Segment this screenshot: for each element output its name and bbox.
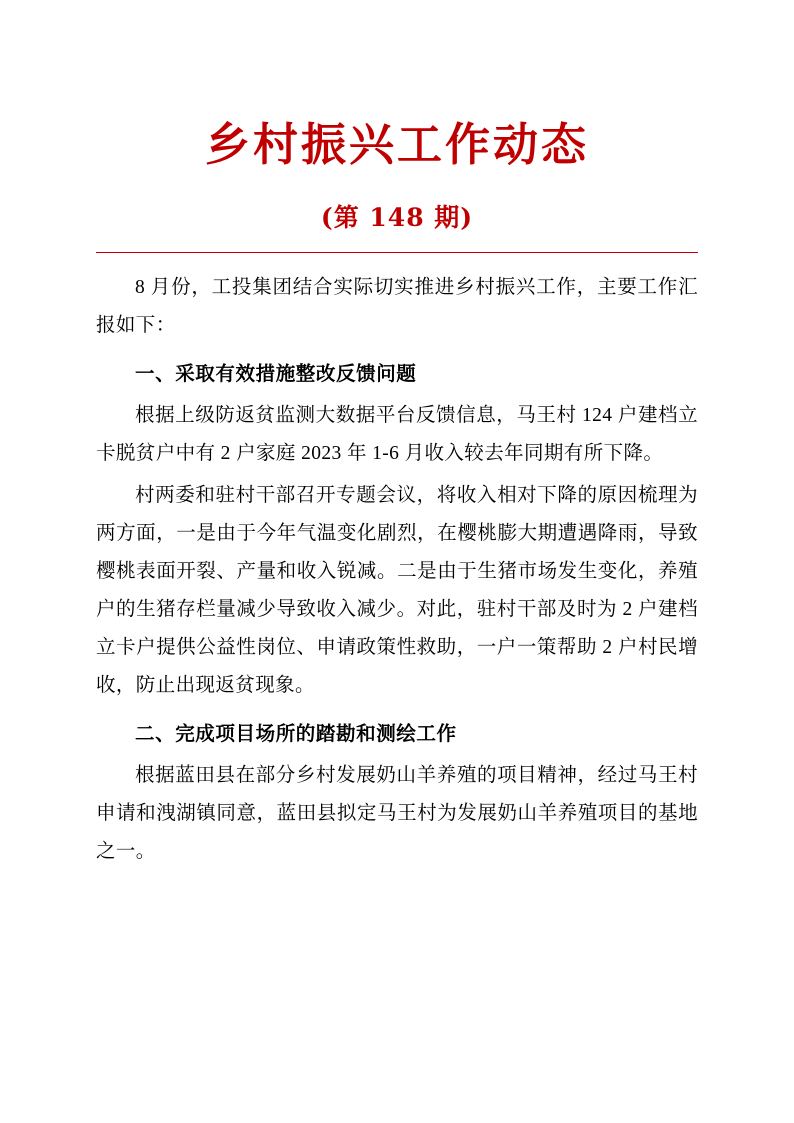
section-heading-1: 一、采取有效措施整改反馈问题 xyxy=(135,362,417,386)
paragraph: 8 月份，工投集团结合实际切实推进乡村振兴工作，主要工作汇报如下： xyxy=(96,277,698,337)
title-divider xyxy=(96,252,698,253)
document-body xyxy=(96,269,698,871)
paragraph: 根据上级防返贫监测大数据平台反馈信息，马王村 124 户建档立卡脱贫户中有 2 户家庭 2023 年 1-6 月收入较去年同期有所下降。 xyxy=(96,405,698,465)
document-issue-number: (第 148 期) xyxy=(320,203,474,232)
section-heading-2: 二、完成项目场所的踏勘和测绘工作 xyxy=(135,722,457,746)
document-title: 乡村振兴工作动态 xyxy=(204,118,589,171)
paragraph: 根据蓝田县在部分乡村发展奶山羊养殖的项目精神，经过马王村申请和洩湖镇同意，蓝田县拟定马王村为发展奶山羊养殖项目的基地之一。 xyxy=(96,765,698,863)
paragraph: 村两委和驻村干部召开专题会议，将收入相对下降的原因梳理为两方面，一是由于今年气温变化剧烈，在樱桃膨大期遭遇降雨，导致樱桃表面开裂、产量和收入锐减。二是由于生猪市场发生变化，养殖户的生猪存栏量减少导致收入减少。对此，驻村干部及时为 2 户建档立卡户提供公益性岗位、申请政策性救助，一户一策帮助 2 户村民增收，防止出现返贫现象。 xyxy=(96,485,698,697)
